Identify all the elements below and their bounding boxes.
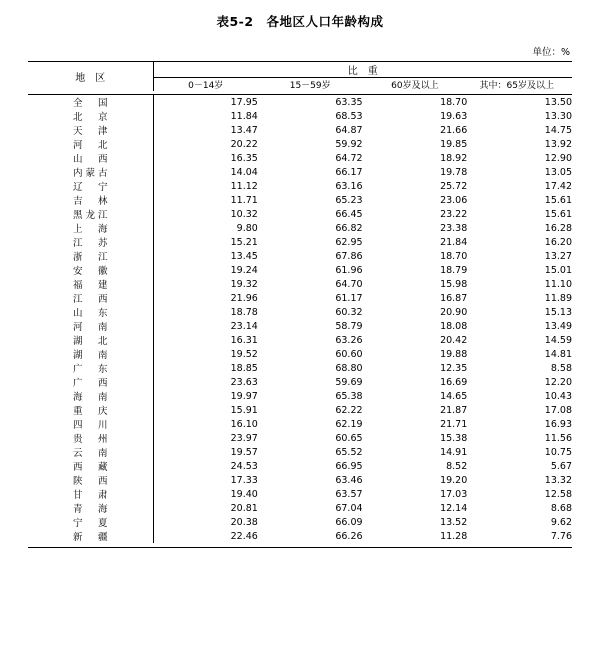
row-value: 19.40	[230, 488, 258, 500]
table-row	[28, 515, 572, 529]
table-row	[28, 529, 572, 543]
row-region-label: 重 庆	[28, 403, 153, 417]
header-col-15-59: 15－59岁	[289, 81, 331, 91]
table-row	[28, 375, 572, 389]
row-value: 18.78	[230, 306, 258, 318]
row-value: 8.52	[446, 460, 468, 472]
row-value: 23.38	[440, 222, 468, 234]
row-value: 12.14	[440, 502, 468, 514]
row-value: 15.38	[440, 432, 468, 444]
row-value: 21.71	[440, 418, 468, 430]
header-col-0-14: 0－14岁	[188, 81, 224, 91]
row-value: 19.88	[440, 348, 468, 360]
row-value: 8.68	[550, 502, 572, 514]
row-value: 22.46	[230, 530, 258, 542]
row-value: 15.61	[544, 208, 572, 220]
row-value: 17.95	[230, 96, 258, 108]
row-region-label: 云 南	[28, 445, 153, 459]
table-row	[28, 305, 572, 319]
row-region-label: 广 东	[28, 361, 153, 375]
row-region-label: 西 藏	[28, 459, 153, 473]
row-value: 16.31	[230, 334, 258, 346]
row-region-label: 黑龙江	[28, 207, 153, 221]
row-value: 20.42	[440, 334, 468, 346]
table-row	[28, 263, 572, 277]
row-value: 17.03	[440, 488, 468, 500]
row-region-label: 湖 南	[28, 347, 153, 361]
row-value: 11.84	[230, 110, 258, 122]
row-value: 62.22	[335, 404, 363, 416]
table-row	[28, 151, 572, 165]
row-value: 63.35	[335, 96, 363, 108]
row-value: 11.28	[440, 530, 468, 542]
row-value: 11.12	[230, 180, 258, 192]
row-value: 15.98	[440, 278, 468, 290]
row-value: 21.96	[230, 292, 258, 304]
row-value: 60.65	[335, 432, 363, 444]
row-value: 12.20	[544, 376, 572, 388]
row-value: 21.84	[440, 236, 468, 248]
table-row	[28, 333, 572, 347]
row-value: 15.91	[230, 404, 258, 416]
row-value: 11.71	[230, 194, 258, 206]
row-value: 59.69	[335, 376, 363, 388]
row-value: 16.10	[230, 418, 258, 430]
table-row	[28, 249, 572, 263]
unit-note: 单位：%	[532, 47, 570, 58]
header-region: 地 区	[28, 62, 153, 92]
table-row	[28, 403, 572, 417]
row-value: 20.90	[440, 306, 468, 318]
row-value: 24.53	[230, 460, 258, 472]
row-value: 18.08	[440, 320, 468, 332]
row-value: 67.04	[335, 502, 363, 514]
table-row	[28, 445, 572, 459]
row-value: 10.32	[230, 208, 258, 220]
row-value: 19.32	[230, 278, 258, 290]
row-value: 13.05	[544, 166, 572, 178]
page-title: 表5-2 各地区人口年龄构成	[216, 14, 384, 29]
row-value: 19.20	[440, 474, 468, 486]
table-row	[28, 207, 572, 221]
row-value: 63.46	[335, 474, 363, 486]
row-value: 19.57	[230, 446, 258, 458]
row-value: 62.19	[335, 418, 363, 430]
table-row	[28, 501, 572, 515]
row-value: 13.32	[544, 474, 572, 486]
row-value: 66.09	[335, 516, 363, 528]
row-region-label: 辽 宁	[28, 179, 153, 193]
row-value: 66.82	[335, 222, 363, 234]
row-value: 23.63	[230, 376, 258, 388]
table-row	[28, 319, 572, 333]
table-body	[28, 95, 572, 544]
table-row	[28, 235, 572, 249]
table-row	[28, 193, 572, 207]
row-region-label: 江 苏	[28, 235, 153, 249]
row-region-label: 海 南	[28, 389, 153, 403]
row-region-label: 安 徽	[28, 263, 153, 277]
row-region-label: 陕 西	[28, 473, 153, 487]
row-value: 13.30	[544, 110, 572, 122]
row-region-label: 山 西	[28, 151, 153, 165]
row-value: 68.53	[335, 110, 363, 122]
row-value: 14.81	[544, 348, 572, 360]
row-region-label: 湖 北	[28, 333, 153, 347]
row-value: 23.06	[440, 194, 468, 206]
row-value: 64.87	[335, 124, 363, 136]
row-value: 19.78	[440, 166, 468, 178]
row-value: 60.60	[335, 348, 363, 360]
row-value: 17.08	[544, 404, 572, 416]
table-row	[28, 221, 572, 235]
row-value: 12.58	[544, 488, 572, 500]
row-value: 5.67	[550, 460, 572, 472]
row-region-label: 青 海	[28, 501, 153, 515]
row-value: 12.90	[544, 152, 572, 164]
row-value: 19.63	[440, 110, 468, 122]
row-value: 14.04	[230, 166, 258, 178]
row-value: 64.72	[335, 152, 363, 164]
row-value: 16.28	[544, 222, 572, 234]
row-value: 23.97	[230, 432, 258, 444]
row-region-label: 北 京	[28, 109, 153, 123]
row-value: 18.70	[440, 96, 468, 108]
row-value: 18.70	[440, 250, 468, 262]
row-value: 15.21	[230, 236, 258, 248]
table-row	[28, 95, 572, 110]
row-value: 14.59	[544, 334, 572, 346]
table-row	[28, 347, 572, 361]
table-row	[28, 487, 572, 501]
row-value: 25.72	[440, 180, 468, 192]
table-row	[28, 137, 572, 151]
table-row	[28, 389, 572, 403]
row-value: 65.38	[335, 390, 363, 402]
row-value: 13.49	[544, 320, 572, 332]
table-row	[28, 459, 572, 473]
row-value: 10.75	[544, 446, 572, 458]
row-value: 66.26	[335, 530, 363, 542]
row-value: 18.92	[440, 152, 468, 164]
row-value: 20.38	[230, 516, 258, 528]
table-row	[28, 473, 572, 487]
row-value: 14.91	[440, 446, 468, 458]
table-row	[28, 109, 572, 123]
row-region-label: 天 津	[28, 123, 153, 137]
table-row	[28, 361, 572, 375]
row-region-label: 河 南	[28, 319, 153, 333]
header-col-60-plus: 60岁及以上	[391, 81, 439, 91]
row-value: 16.93	[544, 418, 572, 430]
row-region-label: 甘 肃	[28, 487, 153, 501]
row-value: 65.52	[335, 446, 363, 458]
row-value: 9.62	[550, 516, 572, 528]
row-value: 61.17	[335, 292, 363, 304]
row-value: 18.85	[230, 362, 258, 374]
row-value: 63.16	[335, 180, 363, 192]
row-value: 17.33	[230, 474, 258, 486]
population-age-composition-table	[28, 61, 572, 548]
row-region-label: 四 川	[28, 417, 153, 431]
row-value: 66.45	[335, 208, 363, 220]
row-value: 19.97	[230, 390, 258, 402]
row-value: 17.42	[544, 180, 572, 192]
row-value: 16.20	[544, 236, 572, 248]
row-value: 15.61	[544, 194, 572, 206]
row-value: 11.56	[544, 432, 572, 444]
row-value: 14.75	[544, 124, 572, 136]
row-value: 62.95	[335, 236, 363, 248]
row-value: 63.57	[335, 488, 363, 500]
row-region-label: 新 疆	[28, 529, 153, 543]
row-value: 68.80	[335, 362, 363, 374]
row-region-label: 全 国	[28, 95, 153, 110]
row-value: 19.85	[440, 138, 468, 150]
row-value: 59.92	[335, 138, 363, 150]
table-row	[28, 165, 572, 179]
row-value: 11.10	[544, 278, 572, 290]
row-value: 7.76	[550, 530, 572, 542]
row-value: 16.35	[230, 152, 258, 164]
row-value: 60.32	[335, 306, 363, 318]
row-value: 61.96	[335, 264, 363, 276]
row-value: 13.47	[230, 124, 258, 136]
row-value: 21.87	[440, 404, 468, 416]
header-col-65-plus: 其中：65岁及以上	[479, 81, 554, 91]
row-value: 13.92	[544, 138, 572, 150]
row-region-label: 江 西	[28, 291, 153, 305]
table-row	[28, 291, 572, 305]
table-row	[28, 277, 572, 291]
table-row	[28, 431, 572, 445]
row-value: 63.26	[335, 334, 363, 346]
table-row	[28, 417, 572, 431]
row-value: 21.66	[440, 124, 468, 136]
row-value: 23.14	[230, 320, 258, 332]
row-region-label: 宁 夏	[28, 515, 153, 529]
row-value: 23.22	[440, 208, 468, 220]
row-value: 65.23	[335, 194, 363, 206]
row-region-label: 河 北	[28, 137, 153, 151]
row-value: 18.79	[440, 264, 468, 276]
row-region-label: 吉 林	[28, 193, 153, 207]
row-value: 13.52	[440, 516, 468, 528]
row-value: 15.01	[544, 264, 572, 276]
row-value: 9.80	[236, 222, 258, 234]
row-value: 15.13	[544, 306, 572, 318]
row-value: 66.17	[335, 166, 363, 178]
row-value: 20.81	[230, 502, 258, 514]
row-region-label: 内蒙古	[28, 165, 153, 179]
row-value: 64.70	[335, 278, 363, 290]
row-region-label: 福 建	[28, 277, 153, 291]
row-value: 13.27	[544, 250, 572, 262]
row-value: 20.22	[230, 138, 258, 150]
row-value: 16.87	[440, 292, 468, 304]
row-value: 19.52	[230, 348, 258, 360]
row-value: 13.50	[544, 96, 572, 108]
row-value: 12.35	[440, 362, 468, 374]
row-value: 58.79	[335, 320, 363, 332]
table-row	[28, 123, 572, 137]
row-region-label: 上 海	[28, 221, 153, 235]
row-value: 67.86	[335, 250, 363, 262]
row-value: 8.58	[550, 362, 572, 374]
table-row	[28, 179, 572, 193]
header-group-proportion: 比 重	[153, 62, 572, 78]
row-region-label: 山 东	[28, 305, 153, 319]
row-value: 13.45	[230, 250, 258, 262]
row-value: 11.89	[544, 292, 572, 304]
row-value: 19.24	[230, 264, 258, 276]
table-header-rule-row	[28, 62, 572, 78]
table-bottom-rule	[28, 543, 572, 547]
row-value: 10.43	[544, 390, 572, 402]
row-value: 16.69	[440, 376, 468, 388]
row-region-label: 浙 江	[28, 249, 153, 263]
row-value: 14.65	[440, 390, 468, 402]
row-region-label: 广 西	[28, 375, 153, 389]
row-value: 66.95	[335, 460, 363, 472]
row-region-label: 贵 州	[28, 431, 153, 445]
